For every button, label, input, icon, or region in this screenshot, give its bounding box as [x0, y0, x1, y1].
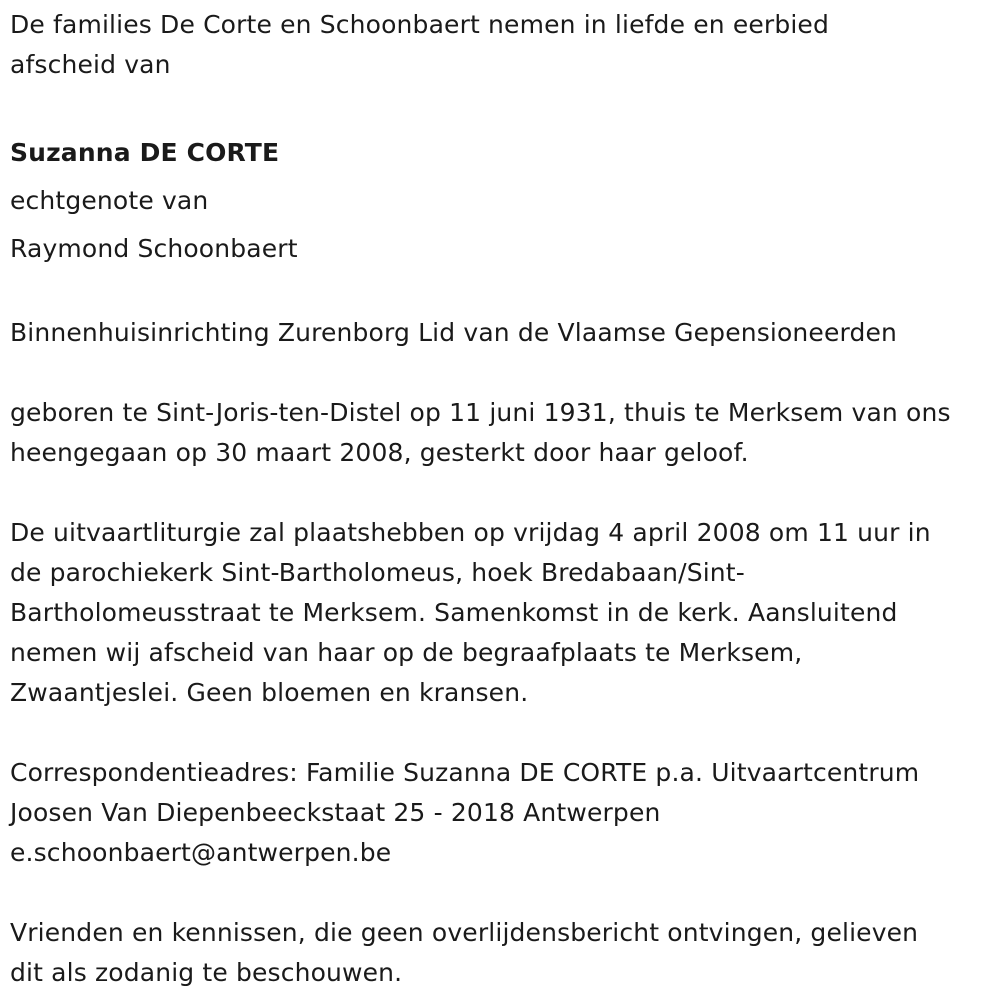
correspondence-line-1: Correspondentieadres: Familie Suzanna DE CORTE p.a. Uitvaartcentrum — [10, 758, 920, 787]
intro-line-1: De families De Corte en Schoonbaert nemen in liefde en eerbied — [10, 10, 829, 39]
deceased-name: Suzanna DE CORTE — [10, 138, 280, 167]
spacer — [10, 873, 995, 913]
correspondence-line-2: Joosen Van Diepenbeeckstaat 25 - 2018 Antwerpen — [10, 798, 661, 827]
funeral-line-2: de parochiekerk Sint-Bartholomeus, hoek Bredabaan/Sint- — [10, 558, 745, 587]
spacer — [10, 713, 995, 753]
intro-line-2: afscheid van — [10, 50, 171, 79]
birth-death-line-2: heengegaan op 30 maart 2008, gesterkt door haar geloof. — [10, 438, 749, 467]
birth-death-line-1: geboren te Sint-Joris-ten-Distel op 11 juni 1931, thuis te Merksem van ons — [10, 398, 951, 427]
correspondence-email: e.schoonbaert@antwerpen.be — [10, 838, 392, 867]
relation-text: echtgenote van — [10, 186, 209, 215]
funeral-line-5: Zwaantjeslei. Geen bloemen en kransen. — [10, 678, 529, 707]
closing-line-1: Vrienden en kennissen, die geen overlijdensbericht ontvingen, gelieven — [10, 918, 919, 947]
funeral-line-1: De uitvaartliturgie zal plaatshebben op vrijdag 4 april 2008 om 11 uur in — [10, 518, 931, 547]
funeral-line-3: Bartholomeusstraat te Merksem. Samenkomst in de kerk. Aansluitend — [10, 598, 898, 627]
spacer — [10, 473, 995, 513]
spacer — [10, 85, 995, 125]
spouse-name: Raymond Schoonbaert — [10, 234, 298, 263]
closing-line-2: dit als zodanig te beschouwen. — [10, 958, 403, 987]
funeral-line-4: nemen wij afscheid van haar op de begraafplaats te Merksem, — [10, 638, 803, 667]
spacer — [10, 273, 995, 313]
affiliation-text: Binnenhuisinrichting Zurenborg Lid van de Vlaamse Gepensioneerden — [10, 318, 898, 347]
spacer — [10, 353, 995, 393]
obituary-notice — [10, 5, 995, 993]
